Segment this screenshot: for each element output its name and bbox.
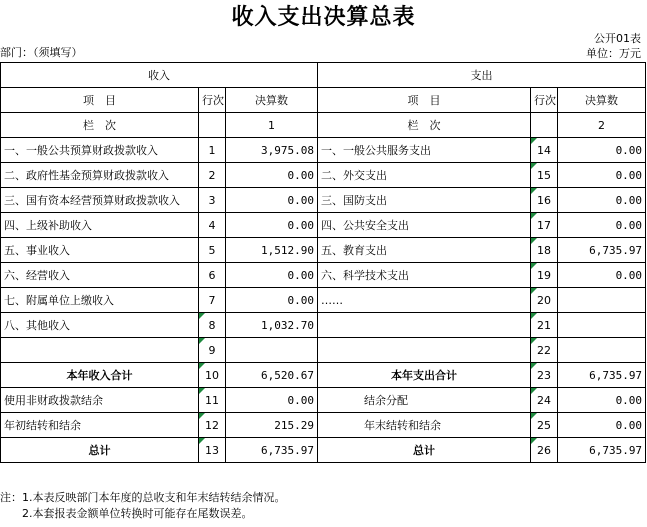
expense-row-no: 14 — [531, 138, 558, 163]
expense-row-no: 22 — [531, 338, 558, 363]
nonfiscal-label: 使用非财政拨款结余 — [1, 388, 199, 413]
unit-label: 单位：万元 — [586, 47, 641, 60]
expense-row-no: 18 — [531, 238, 558, 263]
grand-total-income-label: 总计 — [1, 438, 199, 463]
page-title: 收入支出决算总表 — [231, 4, 416, 30]
income-item: 二、政府性基金预算财政拨款收入 — [1, 163, 199, 188]
income-amount-header: 决算数 — [226, 88, 318, 113]
surplus-amount: 0.00 — [558, 388, 646, 413]
expense-amount: 0.00 — [558, 163, 646, 188]
income-total-amount: 6,520.67 — [226, 363, 318, 388]
expense-amount — [558, 313, 646, 338]
end-balance-label: 年末结转和结余 — [318, 413, 531, 438]
income-item — [1, 338, 199, 363]
nonfiscal-no: 11 — [199, 388, 226, 413]
grand-total-income-no: 13 — [199, 438, 226, 463]
expense-item — [318, 338, 531, 363]
begin-balance-no: 12 — [199, 413, 226, 438]
table-row — [1, 263, 646, 288]
income-header: 收入 — [1, 63, 318, 88]
expense-row-no-header: 行次 — [531, 88, 558, 113]
income-column-blank — [199, 113, 226, 138]
surplus-no: 24 — [531, 388, 558, 413]
table-row — [1, 338, 646, 363]
table-row — [1, 163, 646, 188]
expense-row-no: 20 — [531, 288, 558, 313]
expense-total-no: 23 — [531, 363, 558, 388]
income-column-label: 栏 次 — [1, 113, 199, 138]
expense-total-amount: 6,735.97 — [558, 363, 646, 388]
income-amount: 0.00 — [226, 288, 318, 313]
nonfiscal-amount: 0.00 — [226, 388, 318, 413]
income-row-no: 4 — [199, 213, 226, 238]
income-item: 一、一般公共预算财政拨款收入 — [1, 138, 199, 163]
income-item: 八、其他收入 — [1, 313, 199, 338]
grand-total-income-amount: 6,735.97 — [226, 438, 318, 463]
expense-item: …… — [318, 288, 531, 313]
income-item: 六、经营收入 — [1, 263, 199, 288]
expense-column-label: 栏 次 — [318, 113, 531, 138]
income-item: 七、附属单位上缴收入 — [1, 288, 199, 313]
income-item: 四、上级补助收入 — [1, 213, 199, 238]
expense-amount: 6,735.97 — [558, 238, 646, 263]
grand-total-expense-no: 26 — [531, 438, 558, 463]
expense-column-blank — [531, 113, 558, 138]
expense-amount-header: 决算数 — [558, 88, 646, 113]
income-amount: 3,975.08 — [226, 138, 318, 163]
summary-table — [0, 62, 646, 463]
table-row — [1, 213, 646, 238]
income-row-no: 2 — [199, 163, 226, 188]
table-row — [1, 238, 646, 263]
income-total-no: 10 — [199, 363, 226, 388]
begin-balance-label: 年初结转和结余 — [1, 413, 199, 438]
expense-total-label: 本年支出合计 — [318, 363, 531, 388]
expense-item: 一、一般公共服务支出 — [318, 138, 531, 163]
table-row — [1, 313, 646, 338]
income-row-no: 5 — [199, 238, 226, 263]
grand-total-expense-label: 总计 — [318, 438, 531, 463]
income-row-no: 1 — [199, 138, 226, 163]
notes — [0, 490, 286, 522]
income-item: 三、国有资本经营预算财政拨款收入 — [1, 188, 199, 213]
expense-item: 六、科学技术支出 — [318, 263, 531, 288]
expense-item: 三、国防支出 — [318, 188, 531, 213]
expense-column-number: 2 — [558, 113, 646, 138]
income-amount — [226, 338, 318, 363]
grand-total-expense-amount: 6,735.97 — [558, 438, 646, 463]
expense-amount — [558, 288, 646, 313]
expense-amount: 0.00 — [558, 263, 646, 288]
table-row — [1, 188, 646, 213]
income-item: 五、事业收入 — [1, 238, 199, 263]
department-label: 部门：（须填写） — [0, 46, 83, 59]
income-row-no: 3 — [199, 188, 226, 213]
expense-row-no: 17 — [531, 213, 558, 238]
end-balance-no: 25 — [531, 413, 558, 438]
income-row-no: 9 — [199, 338, 226, 363]
expense-amount — [558, 338, 646, 363]
income-amount: 0.00 — [226, 263, 318, 288]
expense-amount: 0.00 — [558, 138, 646, 163]
table-row — [1, 138, 646, 163]
form-code: 公开01表 — [594, 32, 641, 45]
note-line-1: 注：1.本表反映部门本年度的总收支和年末结转结余情况。 — [0, 491, 286, 504]
expense-row-no: 15 — [531, 163, 558, 188]
income-row-no: 6 — [199, 263, 226, 288]
expense-row-no: 19 — [531, 263, 558, 288]
expense-row-no: 21 — [531, 313, 558, 338]
income-amount: 0.00 — [226, 188, 318, 213]
income-amount: 1,512.90 — [226, 238, 318, 263]
income-amount: 1,032.70 — [226, 313, 318, 338]
note-line-2: 2.本套报表金额单位转换时可能存在尾数误差。 — [0, 507, 253, 520]
begin-balance-amount: 215.29 — [226, 413, 318, 438]
expense-amount: 0.00 — [558, 188, 646, 213]
expense-amount: 0.00 — [558, 213, 646, 238]
expense-item — [318, 313, 531, 338]
expense-item: 二、外交支出 — [318, 163, 531, 188]
income-item-header: 项 目 — [1, 88, 199, 113]
expense-item-header: 项 目 — [318, 88, 531, 113]
income-row-no-header: 行次 — [199, 88, 226, 113]
income-total-label: 本年收入合计 — [1, 363, 199, 388]
income-row-no: 8 — [199, 313, 226, 338]
expense-item: 五、教育支出 — [318, 238, 531, 263]
end-balance-amount: 0.00 — [558, 413, 646, 438]
income-amount: 0.00 — [226, 163, 318, 188]
expense-row-no: 16 — [531, 188, 558, 213]
expense-item: 四、公共安全支出 — [318, 213, 531, 238]
expense-header: 支出 — [318, 63, 646, 88]
income-amount: 0.00 — [226, 213, 318, 238]
income-column-number: 1 — [226, 113, 318, 138]
income-row-no: 7 — [199, 288, 226, 313]
table-row — [1, 288, 646, 313]
surplus-label: 结余分配 — [318, 388, 531, 413]
